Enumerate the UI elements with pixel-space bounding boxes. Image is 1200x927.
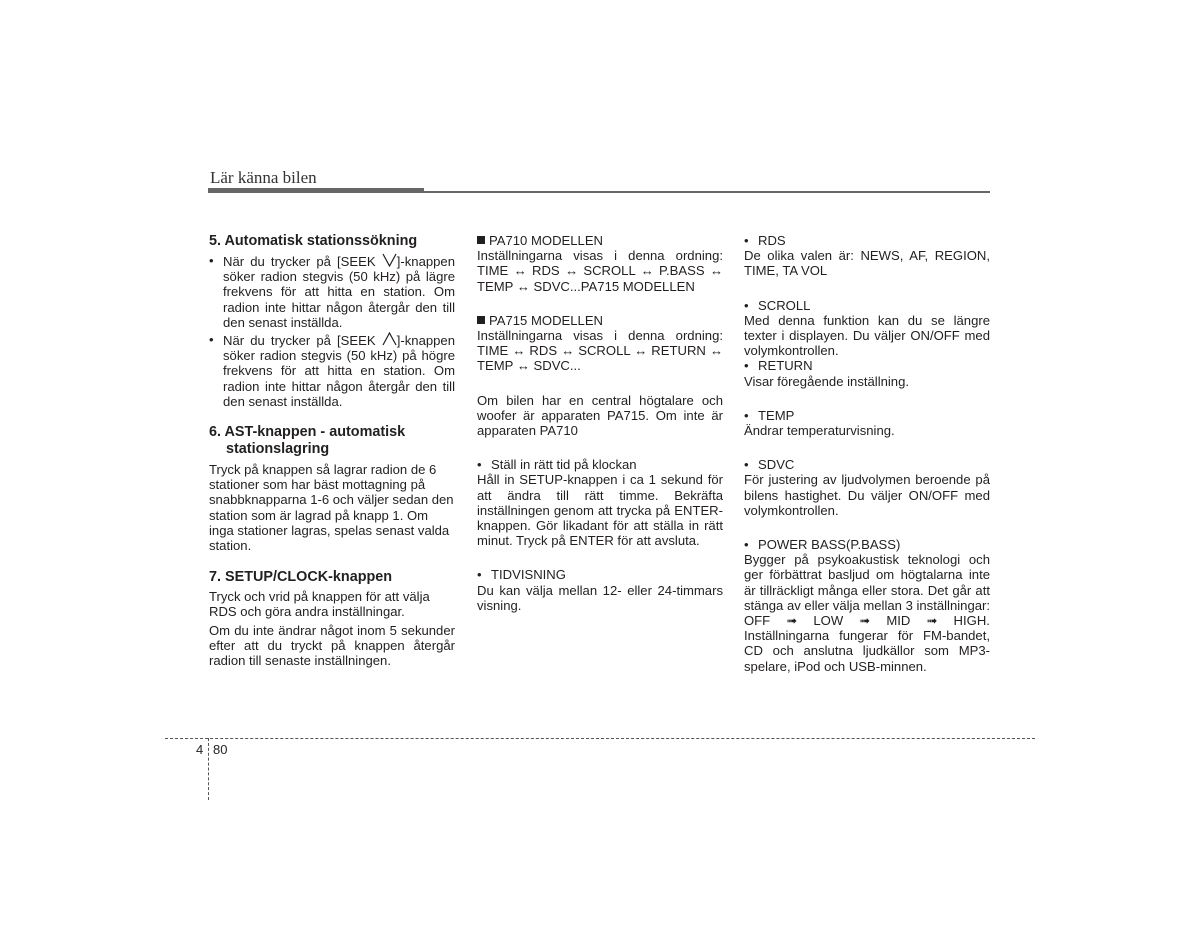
power-bass-sources: Inställningarna fungerar för FM-bandet, CD och anslutna ljudkällor som MP3-spelare, iPod och USB-minnen.	[744, 628, 990, 674]
level-high: HIGH.	[953, 613, 990, 629]
footer-vertical-divider	[208, 738, 209, 800]
temp-bullet: • TEMP	[744, 408, 990, 423]
page-number: 80	[213, 742, 228, 757]
heading-setup-clock-button: 7. SETUP/CLOCK-knappen	[209, 569, 393, 586]
rds-bullet: • RDS	[744, 233, 990, 248]
column-left	[209, 233, 455, 668]
return-description: Visar föregående inställning.	[744, 373, 909, 389]
chevron-up-icon	[382, 332, 397, 346]
pa715-order: Inställningarna visas i denna ordning: TIME ↔ RDS ↔ SCROLL ↔ RETURN ↔ TEMP ↔ SDVC...	[477, 328, 723, 374]
arrow-right-icon: ➟	[859, 613, 871, 629]
power-bass-description: Bygger på psykoakustisk teknologi och ger förbättrat basljud om högtalarna inte är tillräckligt många eller stora. Det går att stänga av eller välja mellan 3 inställningar:	[744, 552, 991, 613]
level-low: LOW	[813, 613, 844, 629]
chevron-down-icon	[382, 253, 397, 267]
setup-timeout-note: Om du inte ändrar något inom 5 sekunder efter att du tryckt på knappen återgår radion till senaste inställningen.	[209, 622, 455, 669]
setup-description: Tryck och vrid på knappen för att välja RDS och göra andra inställningar.	[209, 589, 430, 620]
chapter-number: 4	[196, 742, 204, 757]
heading-automatic-station-search: 5. Automatisk stationssökning	[209, 233, 418, 249]
pa710-heading	[477, 233, 723, 248]
scroll-bullet: • SCROLL	[744, 298, 990, 313]
arrow-right-icon: ➟	[926, 613, 938, 629]
section-header-title: Lär känna bilen	[210, 168, 317, 187]
return-bullet: • RETURN	[744, 358, 990, 373]
arrow-right-icon: ➟	[786, 613, 798, 629]
heading-ast-button: 6. AST-knappen - automatisk stationslagring	[209, 424, 406, 458]
power-bass-levels	[744, 613, 990, 628]
ast-description: Tryck på knappen så lagrar radion de 6 stationer som har bäst mottagning på snabbknapparna 1-6 och väljer sedan den station som är lagrad på knapp 1. Om inga stationer lagras, spelas senast valda station.	[209, 462, 454, 554]
central-speaker-note: Om bilen har en central högtalare och woofer är apparaten PA715. Om inte är apparaten PA710	[477, 392, 723, 439]
seek-down-text-pre: När du trycker på [SEEK	[223, 254, 382, 269]
power-bass-bullet: • POWER BASS(P.BASS)	[744, 537, 990, 552]
level-mid: MID	[886, 613, 911, 629]
column-middle	[477, 233, 723, 613]
pa715-title: PA715 MODELLEN	[489, 312, 604, 328]
pa710-title: PA710 MODELLEN	[489, 233, 604, 248]
seek-up-text-post: ]-knappen söker radion stegvis (50 kHz) på högre frekvens för att hitta en station. Om radion inte hittar någon återgår den till den senast inställda.	[223, 333, 455, 409]
sdvc-bullet: • SDVC	[744, 457, 990, 472]
seek-down-text-post: ]-knappen söker radion stegvis (50 kHz) på lägre frekvens för att hitta en station. Om radion inte hittar någon återgår den till den senast inställda.	[223, 254, 455, 330]
footer-divider	[165, 738, 1035, 739]
header-rule-thin	[424, 191, 990, 193]
time-display-bullet: • TIDVISNING	[477, 567, 723, 582]
temp-description: Ändrar temperaturvisning.	[744, 423, 895, 439]
clock-bullet: • Ställ in rätt tid på klockan	[477, 457, 723, 472]
pa715-heading	[477, 313, 723, 328]
sdvc-description: För justering av ljudvolymen beroende på bilens hastighet. Du väljer ON/OFF med volymkontrollen.	[744, 472, 990, 518]
square-bullet-icon	[477, 236, 485, 244]
seek-up-text-pre: När du trycker på [SEEK	[223, 333, 382, 349]
square-bullet-icon	[477, 316, 485, 324]
pa710-order: Inställningarna visas i denna ordning: TIME ↔ RDS ↔ SCROLL ↔ P.BASS ↔ TEMP ↔ SDVC...PA715 MODELLEN	[477, 248, 723, 294]
level-off: OFF	[744, 613, 771, 629]
rds-description: De olika valen är: NEWS, AF, REGION, TIME, TA VOL	[744, 248, 990, 279]
seek-up-paragraph	[209, 332, 455, 409]
scroll-description: Med denna funktion kan du se längre texter i displayen. Du väljer ON/OFF med volymkontrollen.	[744, 312, 990, 359]
seek-down-paragraph	[209, 253, 455, 330]
time-display-description: Du kan välja mellan 12- eller 24-timmars visning.	[477, 582, 723, 613]
column-right	[744, 233, 990, 674]
header-rule-thick	[208, 188, 424, 193]
clock-instructions: Håll in SETUP-knappen i ca 1 sekund för att ändra till rätt timme. Bekräfta inställningen genom att trycka på ENTER-knappen. Gör likadant för att ställa in rätt minut. Tryck på ENTER för att avsluta.	[477, 472, 723, 549]
